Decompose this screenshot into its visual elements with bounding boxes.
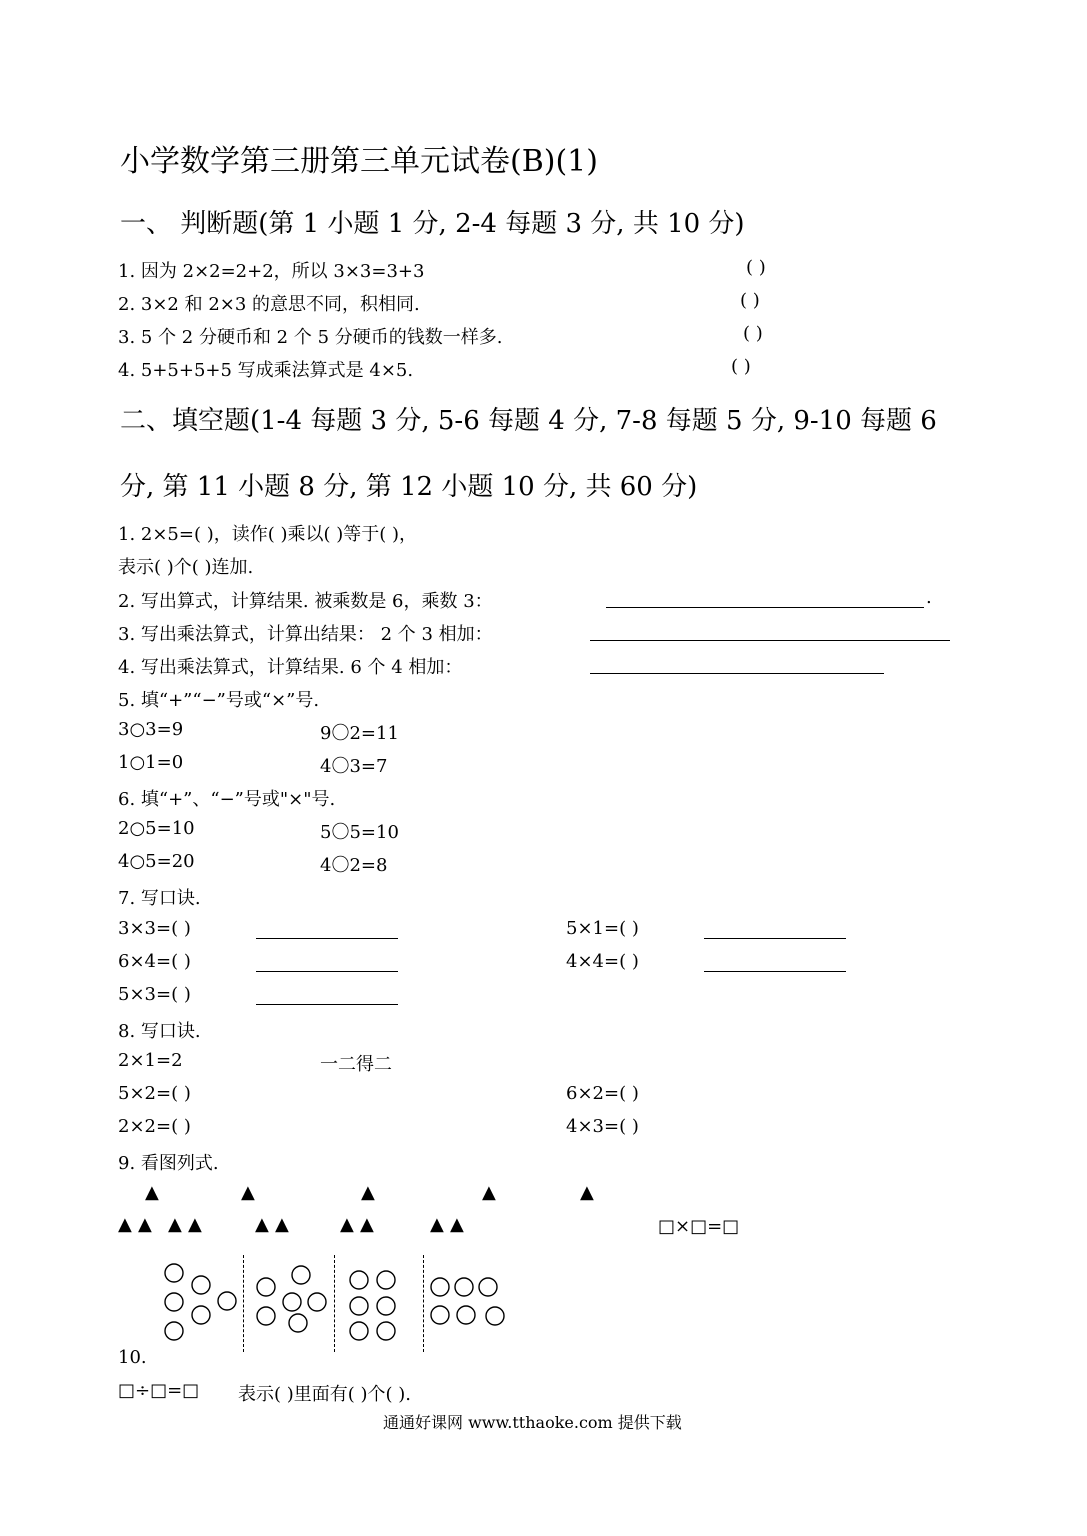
fill-q8-example: 2×1=2 xyxy=(118,1050,183,1071)
triangle-icon: ▲ xyxy=(361,1182,375,1203)
judge-item-2: 2. 3×2 和 2×3 的意思不同，积相同. xyxy=(118,294,420,315)
circle-icon xyxy=(292,1266,310,1284)
fill-q8-example-answer: 一二得二 xyxy=(320,1054,392,1075)
page-title: 小学数学第三册第三单元试卷(B)(1) xyxy=(120,144,598,179)
section2-heading-line1: 二、填空题(1-4 每题 3 分, 5-6 每题 4 分, 7-8 每题 5 分, 9-10 每题 6 xyxy=(120,406,937,436)
circle-icon xyxy=(283,1293,301,1311)
fill-q6-right-2[interactable]: 4〇2=8 xyxy=(320,855,388,876)
judge-item-4: 4. 5+5+5+5 写成乘法算式是 4×5. xyxy=(118,360,414,381)
footer-credit: 通通好课网 www.tthaoke.com 提供下载 xyxy=(383,1413,682,1432)
triangle-icon: ▲ xyxy=(340,1214,354,1235)
fill-q6-right-1[interactable]: 5〇5=10 xyxy=(320,822,399,843)
fill-q2-end: . xyxy=(926,587,932,608)
circle-icon xyxy=(350,1322,368,1340)
dashed-divider xyxy=(243,1255,244,1352)
fill-q8-left-1[interactable]: 5×2=( ) xyxy=(118,1083,191,1104)
triangle-icon: ▲ xyxy=(241,1182,255,1203)
fill-q2: 2. 写出算式，计算结果. 被乘数是 6，乘数 3： xyxy=(118,591,493,612)
fill-q8-left-2[interactable]: 2×2=( ) xyxy=(118,1116,191,1137)
fill-q8-right-1[interactable]: 6×2=( ) xyxy=(566,1083,639,1104)
fill-q7-label: 7. 写口诀. xyxy=(118,888,201,909)
triangle-icon: ▲ xyxy=(360,1214,374,1235)
fill-q7-right-2[interactable]: 4×4=( ) xyxy=(566,951,639,972)
fill-q3-answer-line[interactable] xyxy=(590,640,950,641)
judge-item-3: 3. 5 个 2 分硬币和 2 个 5 分硬币的钱数一样多. xyxy=(118,327,503,348)
fill-q5-label: 5. 填“+”“−”号或“×”号. xyxy=(118,690,320,711)
fill-q7-right-1[interactable]: 5×1=( ) xyxy=(566,918,639,939)
judge-item-1-paren[interactable]: ( ) xyxy=(746,257,766,278)
fill-q7-right-1-line[interactable] xyxy=(704,938,846,939)
fill-q8-right-2[interactable]: 4×3=( ) xyxy=(566,1116,639,1137)
fill-q7-left-3[interactable]: 5×3=( ) xyxy=(118,984,191,1005)
fill-q6-left-1[interactable]: 2○5=10 xyxy=(118,818,195,839)
fill-q1-line2[interactable]: 表示( )个( )连加. xyxy=(118,557,254,578)
fill-q6-left-2[interactable]: 4○5=20 xyxy=(118,851,195,872)
fill-q7-left-1[interactable]: 3×3=( ) xyxy=(118,918,191,939)
fill-q7-left-3-line[interactable] xyxy=(256,1004,398,1005)
fill-q10-text[interactable]: 表示( )里面有( )个( ). xyxy=(238,1384,412,1405)
circle-icon xyxy=(192,1306,210,1324)
fill-q9-label: 9. 看图列式. xyxy=(118,1153,219,1174)
triangle-icon: ▲ xyxy=(275,1214,289,1235)
circle-icon xyxy=(377,1297,395,1315)
triangle-icon: ▲ xyxy=(255,1214,269,1235)
fill-q5-left-1[interactable]: 3○3=9 xyxy=(118,719,184,740)
circle-icon xyxy=(431,1278,449,1296)
fill-q10-label: 10. xyxy=(118,1347,147,1368)
circle-icon xyxy=(350,1297,368,1315)
dashed-divider xyxy=(334,1255,335,1352)
judge-item-2-paren[interactable]: ( ) xyxy=(740,290,760,311)
fill-q5-right-2[interactable]: 4〇3=7 xyxy=(320,756,388,777)
fill-q6-label: 6. 填“+”、“−”号或"×"号. xyxy=(118,789,336,810)
circle-icon xyxy=(165,1322,183,1340)
section2-heading-line2: 分, 第 11 小题 8 分, 第 12 小题 10 分, 共 60 分) xyxy=(120,472,698,502)
circle-icon xyxy=(431,1306,449,1324)
circle-icon xyxy=(377,1271,395,1289)
triangle-icon: ▲ xyxy=(450,1214,464,1235)
triangle-icon: ▲ xyxy=(118,1214,132,1235)
circle-icon xyxy=(486,1307,504,1325)
circle-icon xyxy=(377,1322,395,1340)
circle-icon xyxy=(350,1271,368,1289)
circle-icon xyxy=(165,1293,183,1311)
triangle-icon: ▲ xyxy=(482,1182,496,1203)
circle-icon xyxy=(457,1306,475,1324)
circle-icon xyxy=(455,1278,473,1296)
fill-q7-left-1-line[interactable] xyxy=(256,938,398,939)
circle-icon xyxy=(308,1293,326,1311)
fill-q10-formula[interactable]: □÷□=□ xyxy=(118,1380,200,1401)
fill-q1-line1[interactable]: 1. 2×5=( )，读作( )乘以( )等于( )， xyxy=(118,524,418,545)
triangle-icon: ▲ xyxy=(188,1214,202,1235)
fill-q7-left-2-line[interactable] xyxy=(256,971,398,972)
fill-q5-right-1[interactable]: 9〇2=11 xyxy=(320,723,399,744)
fill-q5-left-2[interactable]: 1○1=0 xyxy=(118,752,184,773)
dashed-divider xyxy=(423,1255,424,1352)
circle-icon xyxy=(479,1278,497,1296)
circle-icon xyxy=(257,1307,275,1325)
circle-icon xyxy=(257,1278,275,1296)
triangle-icon: ▲ xyxy=(580,1182,594,1203)
judge-item-4-paren[interactable]: ( ) xyxy=(731,356,751,377)
section1-heading: 一、 判断题(第 1 小题 1 分, 2-4 每题 3 分, 共 10 分) xyxy=(120,209,745,239)
circle-icon xyxy=(192,1276,210,1294)
circles-figure xyxy=(150,1262,520,1352)
circle-icon xyxy=(218,1292,236,1310)
triangle-icon: ▲ xyxy=(145,1182,159,1203)
fill-q7-right-2-line[interactable] xyxy=(704,971,846,972)
triangle-icon: ▲ xyxy=(430,1214,444,1235)
fill-q8-label: 8. 写口诀. xyxy=(118,1021,201,1042)
fill-q4: 4. 写出乘法算式，计算结果. 6 个 4 相加： xyxy=(118,657,463,678)
fill-q2-answer-line[interactable] xyxy=(606,607,924,608)
fill-q3: 3. 写出乘法算式，计算出结果： 2 个 3 相加： xyxy=(118,624,493,645)
circle-icon xyxy=(165,1264,183,1282)
judge-item-3-paren[interactable]: ( ) xyxy=(743,323,763,344)
fill-q7-left-2[interactable]: 6×4=( ) xyxy=(118,951,191,972)
fill-q9-formula[interactable]: □×□=□ xyxy=(658,1216,740,1237)
fill-q4-answer-line[interactable] xyxy=(590,673,884,674)
judge-item-1: 1. 因为 2×2=2+2，所以 3×3=3+3 xyxy=(118,261,425,282)
circle-icon xyxy=(289,1314,307,1332)
triangle-icon: ▲ xyxy=(168,1214,182,1235)
triangle-icon: ▲ xyxy=(138,1214,152,1235)
